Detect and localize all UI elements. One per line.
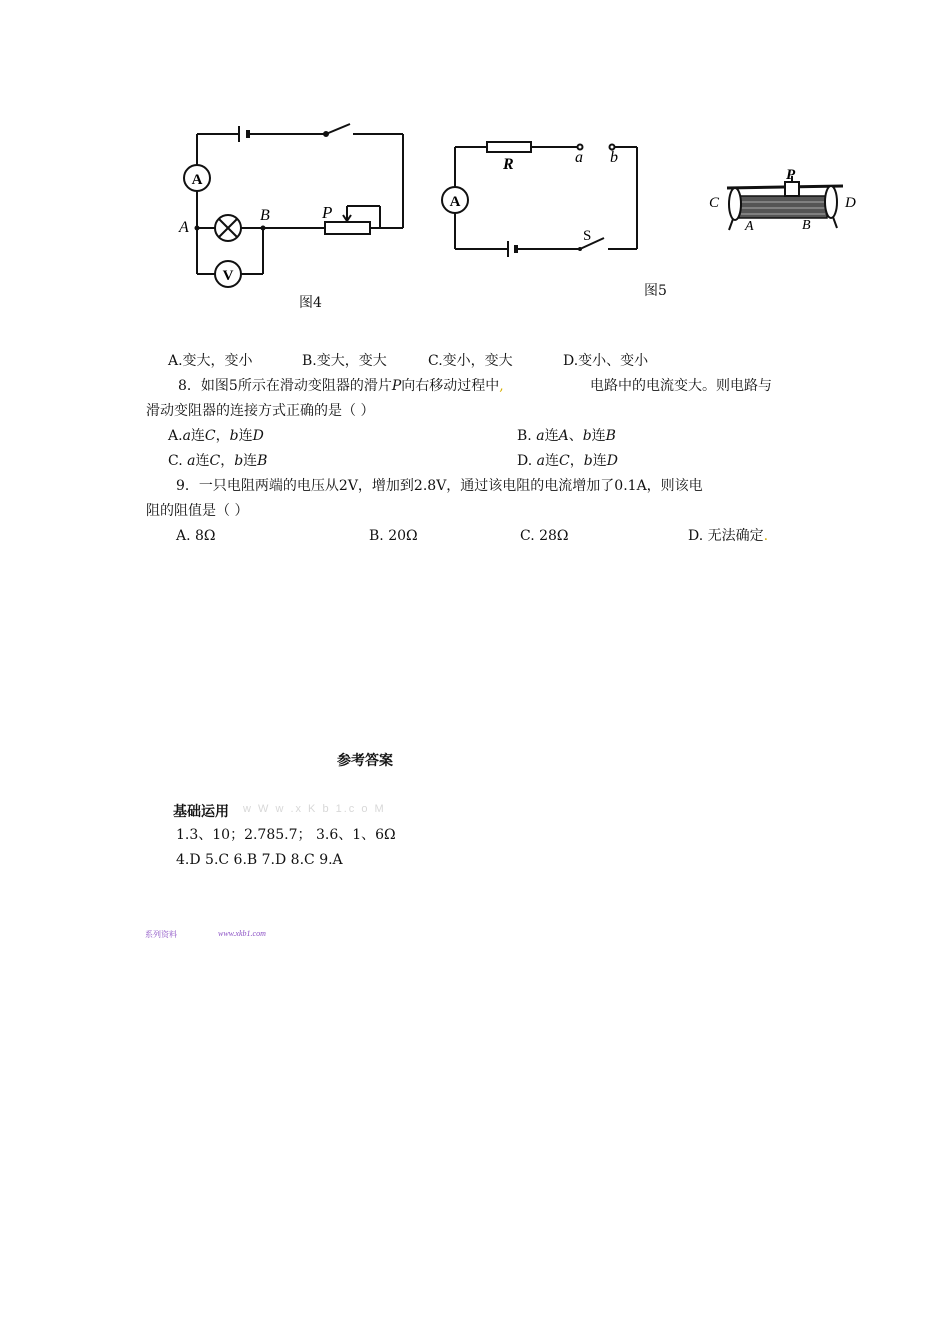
q8-option-a-term2: b xyxy=(229,428,239,444)
q8-option-d-lian2: 连 xyxy=(592,453,607,469)
q7-option-b: B.变大，变大 xyxy=(302,353,387,369)
q8-stem-line1 xyxy=(178,377,504,395)
q8-option-a-lian1: 连 xyxy=(190,428,205,444)
q8-option-b-lian2: 连 xyxy=(591,428,606,444)
q8-option-a xyxy=(168,427,264,445)
answers-section-title: 基础运用 xyxy=(173,804,229,820)
q8-option-d-term2: b xyxy=(583,453,593,469)
fig5-ammeter-label: A xyxy=(449,194,461,210)
q8-option-c-lian2: 连 xyxy=(243,453,258,469)
q8-option-a-pin1: C xyxy=(204,428,216,444)
rheostat-a-label: A xyxy=(745,219,754,234)
q9-option-a: A. 8Ω xyxy=(176,528,216,544)
figure-4-circuit xyxy=(170,120,420,300)
footer-link[interactable]: www.xkb1.com xyxy=(218,929,266,938)
q7-option-d: D.变小、变小 xyxy=(563,353,649,369)
q8-option-b-prefix: B. xyxy=(517,428,532,444)
rheostat-illustration xyxy=(705,162,865,237)
fig4-node-a-label: A xyxy=(179,219,189,236)
q8-stem-pre: 8．如图5所示在滑动变阻器的滑片 xyxy=(178,378,392,394)
answers-line-2: 4.D 5.C 6.B 7.D 8.C 9.A xyxy=(176,852,343,868)
fig4-ammeter-label: A xyxy=(191,172,203,188)
fig5-terminal-a-label: a xyxy=(575,149,583,166)
fig5-resistor-label: R xyxy=(503,156,514,173)
q9-option-d-text: D. 无法确定 xyxy=(688,528,764,544)
q8-option-b-term2: b xyxy=(582,428,592,444)
q8-option-b xyxy=(517,427,616,445)
answers-line-1: 1.3、10；2.785.7； 3.6、1、6Ω xyxy=(176,827,396,843)
q8-option-a-pin2: D xyxy=(252,428,264,444)
q8-option-d-pin2: D xyxy=(606,453,618,469)
q8-option-a-prefix: A. xyxy=(168,428,183,444)
q8-option-c-lian1: 连 xyxy=(195,453,210,469)
q8-option-b-sep: 、 xyxy=(568,428,583,444)
fig4-slider-label: P xyxy=(322,203,333,222)
q8-option-a-lian2: 连 xyxy=(238,428,253,444)
fig4-node-b-label: B xyxy=(260,207,270,224)
q9-stem-line2: 阻的阻值是（ ） xyxy=(146,503,249,519)
q8-option-c-pin1: C xyxy=(209,453,221,469)
q9-option-d xyxy=(688,527,768,545)
q8-stem-dot: , xyxy=(499,378,504,394)
footer-left: 系列资料 xyxy=(145,930,177,939)
q8-option-d-prefix: D. xyxy=(517,453,533,469)
q8-option-b-pin1: A xyxy=(558,428,569,444)
q8-option-b-pin2: B xyxy=(605,428,616,444)
rheostat-b-label: B xyxy=(802,218,811,233)
q8-option-c-pin2: B xyxy=(257,453,268,469)
q8-option-d-sep: ， xyxy=(569,453,584,469)
fig5-caption: 图5 xyxy=(644,283,667,299)
q8-stem-line2: 滑动变阻器的连接方式正确的是（ ） xyxy=(146,403,375,419)
rheostat-c-label: C xyxy=(709,195,720,211)
q8-option-d-pin1: C xyxy=(559,453,570,469)
q8-stem-post: 向右移动过程中 xyxy=(401,378,500,394)
watermark-text: w W w .x K b 1.c o M xyxy=(243,803,386,815)
q8-option-c-term1: a xyxy=(187,453,196,469)
q7-option-a: A.变大，变小 xyxy=(168,353,253,369)
q9-option-b: B. 20Ω xyxy=(369,528,418,544)
q8-stem-p: P xyxy=(391,378,402,394)
q9-stem-line1: 9．一只电阻两端的电压从2V，增加到2.8V，通过该电阻的电流增加了0.1A，则该电 xyxy=(176,478,703,494)
answers-title: 参考答案 xyxy=(337,753,393,769)
q8-option-a-sep: ， xyxy=(215,428,230,444)
fig4-voltmeter-label: V xyxy=(222,268,234,284)
q7-option-c: C.变小，变大 xyxy=(428,353,513,369)
fig5-switch-label: S xyxy=(583,228,592,244)
q8-option-b-term1: a xyxy=(536,428,545,444)
q8-option-c-term2: b xyxy=(234,453,244,469)
q8-option-d-lian1: 连 xyxy=(545,453,559,469)
q8-stem-line1-end: 电路中的电流变大。则电路与 xyxy=(590,378,772,394)
q9-option-d-dot: . xyxy=(763,528,769,544)
q8-option-d-term1: a xyxy=(536,453,545,469)
q8-option-c xyxy=(168,452,267,470)
q8-option-b-lian1: 连 xyxy=(544,428,559,444)
rheostat-d-label: D xyxy=(845,195,856,211)
fig5-terminal-b-label: b xyxy=(610,149,618,166)
q8-option-c-sep: ， xyxy=(220,453,235,469)
figure-5-circuit xyxy=(430,135,645,260)
q8-option-a-term1: a xyxy=(182,428,191,444)
rheostat-p-label: P xyxy=(786,167,796,183)
q8-option-c-prefix: C. xyxy=(168,453,183,469)
fig4-caption: 图4 xyxy=(299,295,322,311)
q8-option-d xyxy=(517,452,618,470)
q9-option-c: C. 28Ω xyxy=(520,528,569,544)
